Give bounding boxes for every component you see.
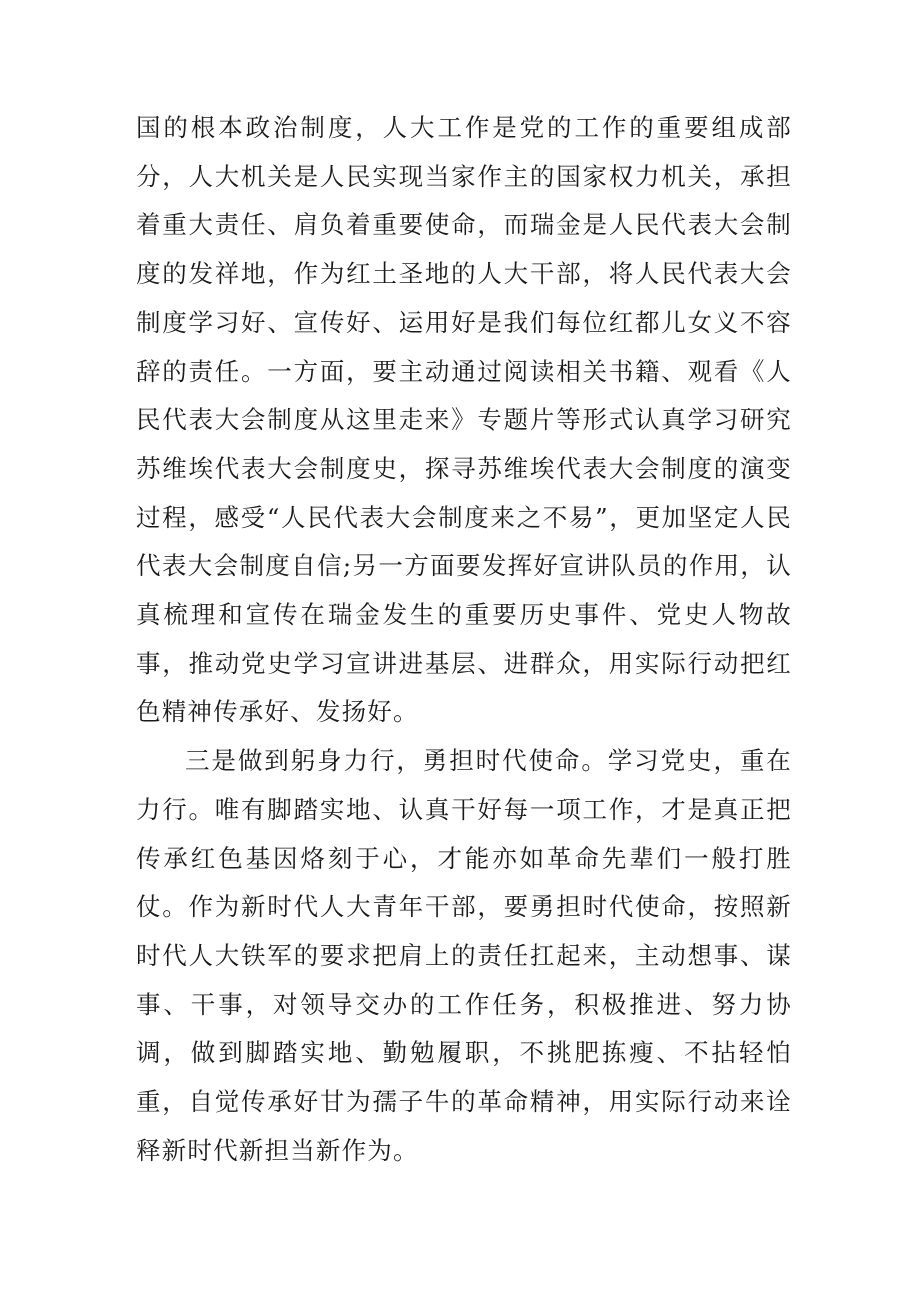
paragraph-continued: 国的根本政治制度，人大工作是党的工作的重要组成部分，人大机关是人民实现当家作主的国家权力机关，承担着重大责任、肩负着重要使命，而瑞金是人民代表大会制度的发祥地，作为红土圣地的人大干部，将人民代表大会制度学习好、宣传好、运用好是我们每位红都儿女义不容辞的责任。一方面，要主动通过阅读相关书籍、观看《人民代表大会制度从这里走来》专题片等形式认真学习研究苏维埃代表大会制度史，探寻苏维埃代表大会制度的演变过程，感受“人民代表大会制度来之不易”，更加坚定人民代表大会制度自信;另一方面要发挥好宣讲队员的作用，认真梳理和宣传在瑞金发生的重要历史事件、党史人物故事，推动党史学习宣讲进基层、进群众，用实际行动把红色精神传承好、发扬好。 <box>136 113 792 727</box>
paragraph-third-point: 三是做到躬身力行，勇担时代使命。学习党史，重在力行。唯有脚踏实地、认真干好每一项工作，才是真正把传承红色基因烙刻于心，才能亦如革命先辈们一般打胜仗。作为新时代人大青年干部，要勇担时代使命，按照新时代人大铁军的要求把肩上的责任扛起来，主动想事、谋事、干事，对领导交办的工作任务，积极推进、努力协调，做到脚踏实地、勤勉履职，不挑肥拣瘦、不拈轻怕重，自觉传承好甘为孺子牛的革命精神，用实际行动来诠释新时代新担当新作为。 <box>136 746 792 1165</box>
document-body <box>136 104 792 1175</box>
